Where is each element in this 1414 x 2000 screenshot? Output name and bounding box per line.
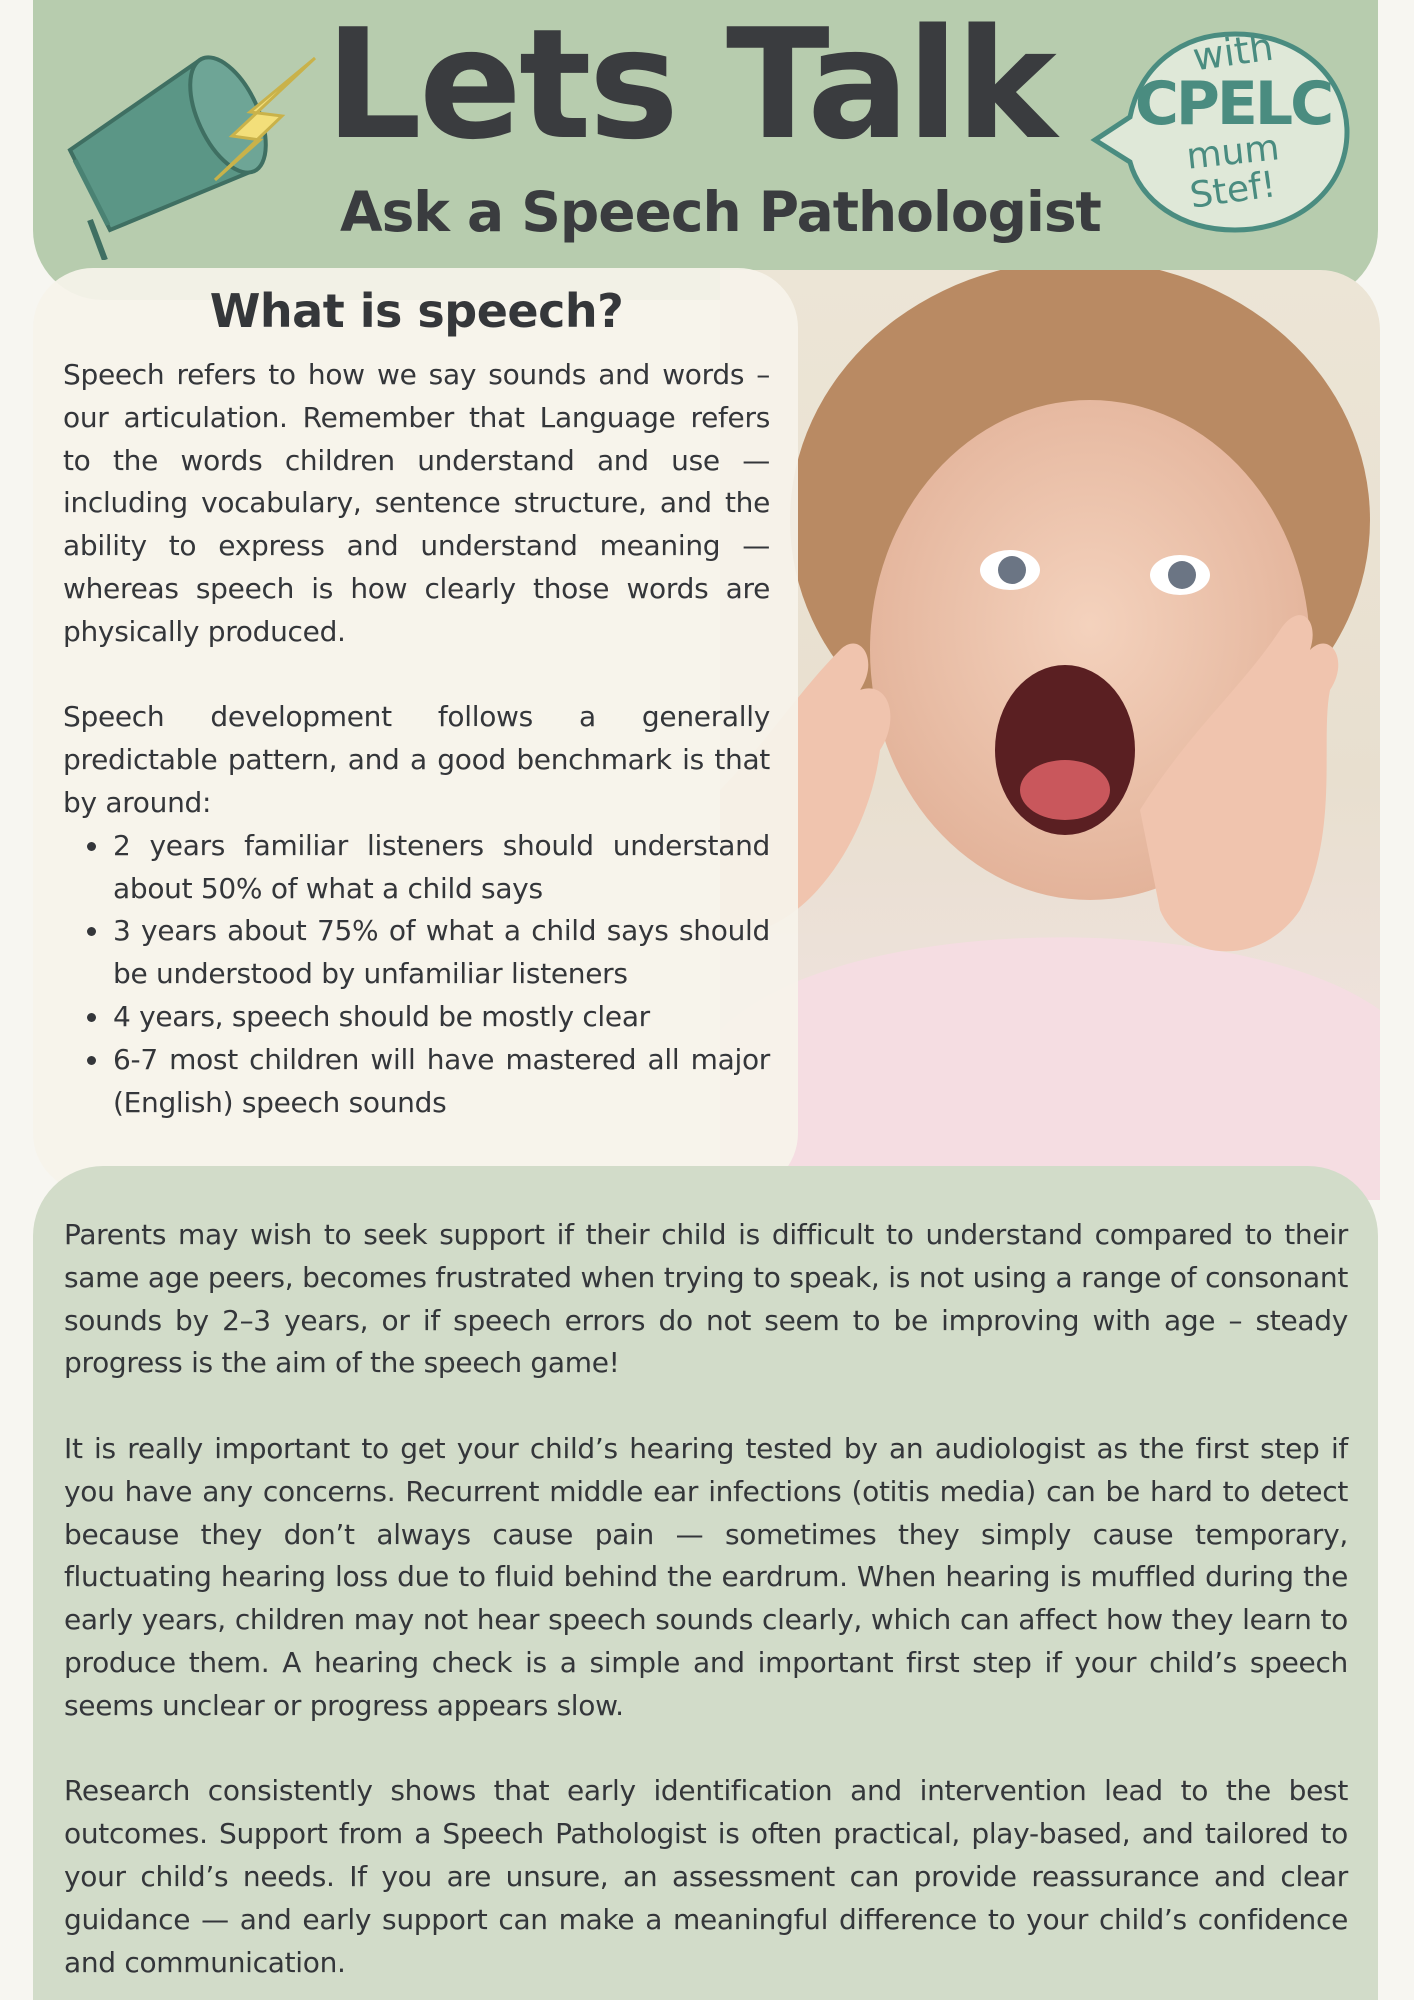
- list-item: 6-7 most children will have mastered all major (English) speech sounds: [83, 1039, 770, 1125]
- badge-line-with: with: [1190, 24, 1276, 80]
- what-is-speech-card: [33, 268, 798, 1193]
- list-item: 4 years, speech should be mostly clear: [83, 996, 770, 1039]
- badge-line-stef: Stef!: [1187, 164, 1279, 217]
- list-item: 3 years about 75% of what a child says should be understood by unfamiliar listeners: [83, 910, 770, 996]
- badge-line-mum: mum: [1184, 127, 1282, 178]
- megaphone-icon: [50, 20, 330, 260]
- page-title: Lets Talk: [325, 0, 1054, 173]
- card-paragraph-1: Speech refers to how we say sounds and words – our articulation. Remember that Language refers to the words children understand and use — including vocabulary, sentence structure, and the ability to express and understand meaning — whereas speech is how clearly those words are physically produced.: [63, 358, 770, 648]
- bottom-paragraph-3: Research consistently shows that early identification and intervention lead to the best outcomes. Support from a Speech Pathologist is often practical, play-based, and tailored to your child’s needs. If you are unsure, an assessment can provide reassurance and clear guidance — and early support can make a meaningful difference to your child’s confidence and communication.: [64, 1774, 1348, 1979]
- bottom-panel: [33, 1166, 1378, 2000]
- bottom-paragraph-1: Parents may wish to seek support if their child is difficult to understand compared to their same age peers, becomes frustrated when trying to speak, is not using a range of consonant sounds by 2–3 years, or if speech errors do not seem to be improving with age – steady progress is the aim of the speech game!: [64, 1218, 1348, 1380]
- section-heading: What is speech?: [209, 284, 624, 338]
- cpelc-badge: [1118, 24, 1348, 238]
- bottom-paragraph-2: It is really important to get your child’s hearing tested by an audiologist as the first step if you have any concerns. Recurrent middle ear infections (otitis media) can be hard to detect because they don’t always cause pain — sometimes they simply cause temporary, fluctuating hearing loss due to fluid behind the eardrum. When hearing is muffled during the early years, children may not hear speech sounds clearly, which can affect how they learn to produce them. A hearing check is a simple and important first step if your child’s speech seems unclear or progress appears slow.: [64, 1431, 1348, 1722]
- child-photo: [720, 270, 1380, 1200]
- milestone-list: [63, 825, 770, 1125]
- card-paragraph-2: Speech development follows a generally predictable pattern, and a good benchmark is that by around:: [63, 700, 770, 819]
- list-item: 2 years familiar listeners should understand about 50% of what a child says: [83, 825, 770, 911]
- page-subtitle: Ask a Speech Pathologist: [340, 180, 1101, 244]
- badge-line-cpelc: CPELC: [1134, 69, 1332, 139]
